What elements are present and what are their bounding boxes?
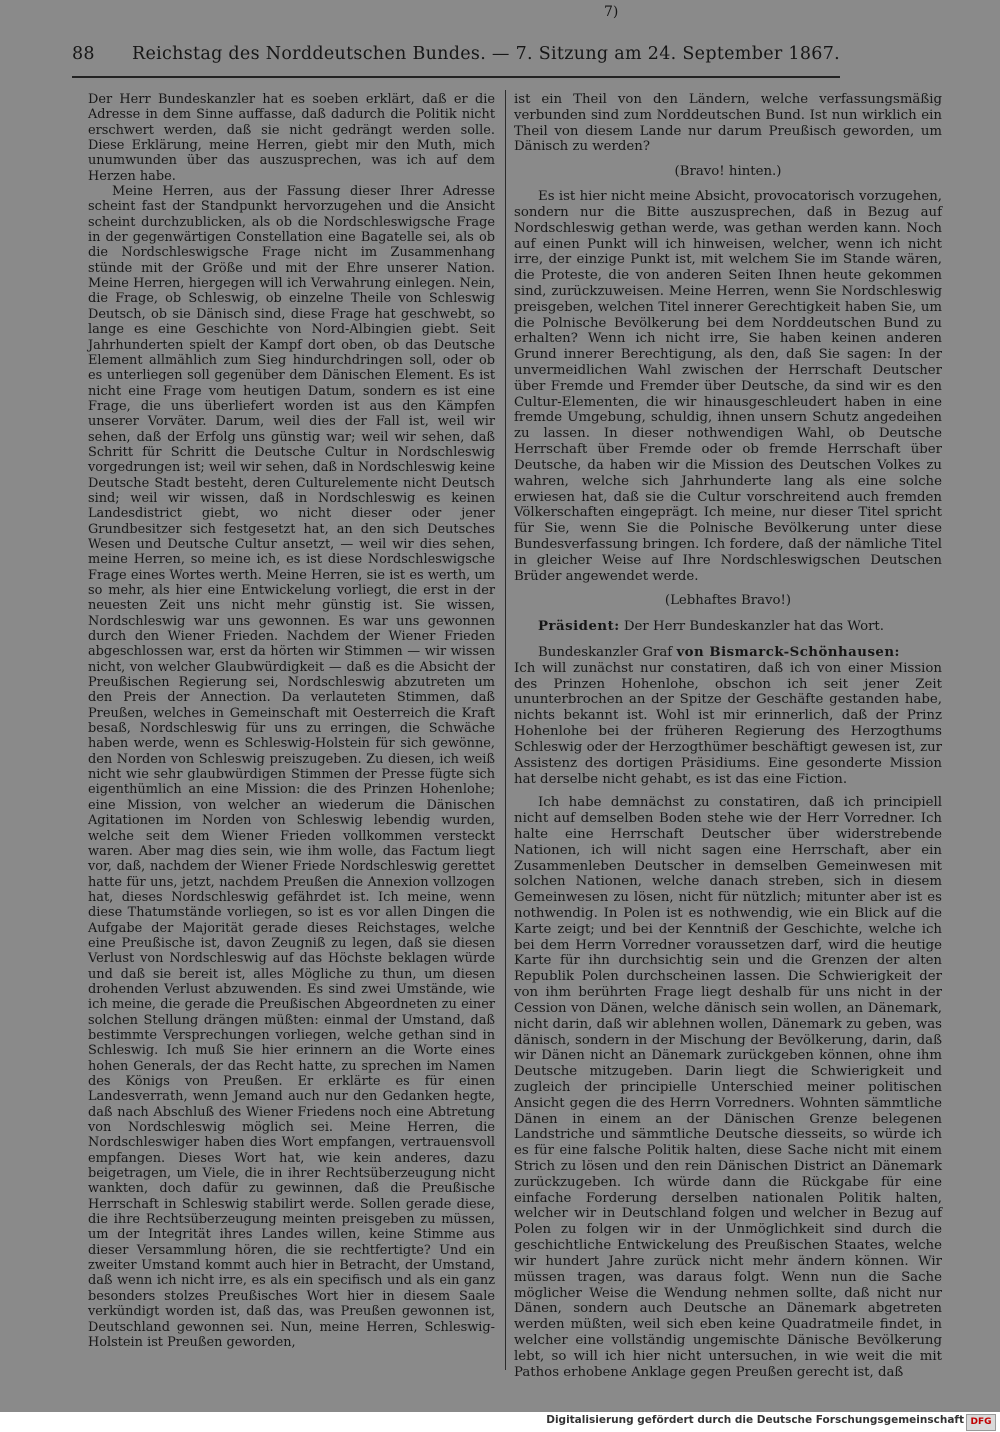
column-divider [505, 90, 506, 1370]
speaker-text: Der Herr Bundeskanzler hat das Wort. [623, 619, 885, 635]
reaction-note: (Lebhaftes Bravo!) [664, 593, 792, 609]
reaction-note: (Bravo! hinten.) [674, 164, 782, 180]
dfg-logo: DFG [966, 1414, 996, 1431]
footer-bar [0, 1412, 1000, 1432]
paragraph: Ich habe demnächst zu constatiren, daß ich principiell nicht auf demselben Boden stehe wie der Herr Vorredner. Ich halte eine Herrschaft Deutscher über widerstrebende Nationen, ich will nicht sagen eine Herrschaft, aber ein Zusammenleben Deutscher in demselben Gemeinwesen mit solchen Nationen, welche danach streben, sich in diesem Gemeinwesen zu lösen, nicht für nützlich; mitunter aber ist es nothwendig. In Polen ist es nothwendig, wie ein Blick auf die Karte zeigt; und bei der Kenntniß der Geschichte, welche ich bei dem Herrn Vorredner voraussetzen darf, wird die heutige Karte für ihn durchsichtig sein und die Grenzen der alten Republik Polen durchscheinen lassen. Die Schwierigkeit der von ihm berührten Frage liegt deshalb für uns nicht in der Cession von Dänen, welche dänisch sein wollen, an Dänemark, nicht darin, daß wir ablehnen wollen, Dänemark zu geben, was dänisch, sondern in der Mischung der Bevölkerung, darin, daß wir Dänen nicht an Dänemark zurückgeben können, ohne ihm Deutsche mitzugeben. Darin liegt die Schwierigkeit und zugleich der principielle Unterschied meiner politischen Ansicht gegen die des Herrn Vorredners. Wohnten sämmtliche Dänen in einem an der Dänischen Grenze belegenen Landstriche und sämmtliche Deutsche diesseits, so würde ich es für eine falsche Politik halten, diese Sache nicht mit einem Strich zu lösen und den rein Dänischen District an Dänemark zurückzugeben. Ich würde dann die Rückgabe für eine einfache Forderung derselben nationalen Politik halten, welcher wir in Deutschland folgen und welcher in Bezug auf Polen zu folgen wir in der Unmöglichkeit sind durch die geschichtliche Entwickelung des Preußischen Staates, welche wir hundert Jahre zurück nicht mehr ändern können. Wir müssen tragen, was daraus folgt. Wenn nun die Sache möglicher Weise die Wendung nehmen sollte, daß nicht nur Dänen, sondern auch Deutsche an Dänemark abgetreten werden müßten, weil sich eben keine Quadratmeile findet, in welcher eine vollständig ungemischte Dänische Bevölkerung lebt, so will ich hier nicht untersuchen, in wie weit die mit Pathos erhobene Anklage gegen Preußen gerecht ist, daß [514, 795, 942, 1380]
paragraph: Meine Herren, aus der Fassung dieser Ihrer Adresse scheint fast der Standpunkt hervorzugehen und die Ansicht scheint durchzublicken, als ob die Nordschleswigsche Frage in der gegenwärtigen Constellation eine Bagatelle sei, als ob die Nordschleswigsche Frage nicht im Zusammenhang stünde mit der Größe und mit der Ehre unserer Nation. Meine Herren, hiergegen will ich Verwahrung einlegen. Nein, die Frage, ob Schleswig, ob einzelne Theile von Schleswig Deutsch, ob sie Dänisch sind, diese Frage hat geschwebt, so lange es eine Geschichte von Nord-Albingien giebt. Seit Jahrhunderten spielt der Kampf dort oben, ob das Deutsche Element allmählich zum Sieg hindurchdringen soll, oder ob es unterliegen soll gegenüber dem Dänischen Element. Es ist nicht eine Frage vom heutigen Datum, sondern es ist eine Frage, die uns überliefert worden ist aus den Kämpfen unserer Vorväter. Darum, weil dies der Fall ist, weil wir sehen, daß der Erfolg uns günstig war; weil wir sehen, daß Schritt für Schritt die Deutsche Cultur in Nordschleswig vorgedrungen ist; weil wir sehen, daß in Nordschleswig keine Deutsche Stadt besteht, deren Culturelemente nicht Deutsch sind; weil wir wissen, daß in Nordschleswig es keinen Landesdistrict giebt, wo nicht dieser oder jener Grundbesitzer sich festgesetzt hat, an den sich Deutsches Wesen und Deutsche Cultur ansetzt, — weil wir dies sehen, meine Herren, so meine ich, es ist diese Nordschleswigsche Frage eines Wortes werth. Meine Herren, sie ist es werth, um so mehr, als hier eine Entwickelung vorliegt, die erst in der neuesten Zeit uns nicht mehr günstig ist. Sie wissen, Nordschleswig war uns gewonnen. Es war uns gewonnen durch den Wiener Frieden. Nachdem der Wiener Frieden abgeschlossen war, erst da hörten wir Stimmen — wir wissen nicht, von welcher Glaubwürdigkeit — daß es die Absicht der Preußischen Regierung sei, Nordschleswig abzutreten um den Preis der Annection. Da verlauteten Stimmen, daß Preußen, welches in Gemeinschaft mit Oesterreich die Kraft besaß, Nordschleswig für uns zu erringen, die Schwäche haben werde, wenn es Schleswig-Holstein für sich gewönne, den Norden von Schleswig preiszugeben. Zu diesen, ich weiß nicht wie sehr glaubwürdigen Stimmen der Presse fügte sich eigenthümlich an eine Mission: die des Prinzen Hohenlohe; eine Mission, von welcher an wiederum die Dänischen Agitationen im Norden von Schleswig lebendig wurden, welche seit dem Wiener Frieden vollkommen versteckt waren. Aber mag dies sein, wie ihm wolle, das Factum liegt vor, daß, nachdem der Wiener Friede Nordschleswig gerettet hatte für uns, jetzt, nachdem Preußen die Annexion vollzogen hat, dieses Nordschleswig gefährdet ist. Ich meine, wenn diese Thatumstände vorliegen, so ist es vor allen Dingen die Aufgabe der Majorität gerade dieses Reichstages, welche eine Preußische ist, davon Zeugniß zu legen, daß sie diesen Verlust von Nordschleswig auf das Höchste beklagen würde und daß sie bereit ist, alles Mögliche zu thun, um diesen drohenden Verlust abzuwenden. Es sind zwei Umstände, wie ich meine, die gerade die Preußischen Abgeordneten zu einer solchen Stellung drängen müßten: einmal der Umstand, daß bestimmte Versprechungen vorliegen, welche gethan sind in Schleswig. Ich muß Sie hier erinnern an die Worte eines hohen Generals, der das Recht hatte, zu sprechen im Namen des Königs von Preußen. Er erklärte es für einen Landesverrath, wenn Jemand auch nur den Gedanken hegte, daß nach Abschluß des Wiener Friedens noch eine Abtretung von Nordschleswig möglich sei. Meine Herren, die Nordschleswiger haben dies Wort empfangen, vertrauensvoll empfangen. Dieses Wort hat, wie kein anderes, dazu beigetragen, um Viele, die in ihrer Rechtsüberzeugung nicht wankten, doch dafür zu gewinnen, daß die Preußische Herrschaft in Schleswig stabilirt werde. Sollen gerade diese, die ihre Rechtsüberzeugung meinten preisgeben zu müssen, um der Integrität ihres Landes willen, keine Stimme aus dieser Versammlung hören, die sie rechtfertigte? Und ein zweiter Umstand kommt auch hier in Betracht, der Umstand, daß wenn ich nicht irre, es als ein specifisch und als ein ganz besonders stolzes Preußisches Wort hier in diesem Saale verkündigt worden ist, daß das, was Preußen gewonnen ist, Deutschland gewonnen sei. Nun, meine Herren, Schleswig-Holstein ist Preußen geworden, [88, 184, 495, 1350]
paragraph: Der Herr Bundeskanzler hat es soeben erklärt, daß er die Adresse in dem Sinne auffasse, daß dadurch die Politik nicht erschwert werden, daß sie nicht gedrängt werden solle. Diese Erklärung, meine Herren, giebt mir den Muth, mich unumwunden über das auszusprechen, was ich auf dem Herzen habe. [88, 92, 495, 184]
page-number: 88 [72, 44, 95, 64]
paragraph: Es ist hier nicht meine Absicht, provocatorisch vorzugehen, sondern nur die Bitte auszusprechen, daß in Bezug auf Nordschleswig gethan werde, was gethan werden kann. Noch auf einen Punkt will ich hinweisen, welcher, wenn ich nicht irre, der einzige Punkt ist, mit welchem Sie im Stande wären, die Proteste, die von anderen Seiten Ihnen heute gekommen sind, zurückzuweisen. Meine Herren, wenn Sie Nordschleswig preisgeben, welchen Titel innerer Gerechtigkeit haben Sie, um die Polnische Bevölkerung bei dem Norddeutschen Bund zu erhalten? Wenn ich nicht irre, Sie haben keinen anderen Grund innerer Berechtigung, als den, daß Sie sagen: In der unvermeidlichen Wahl zwischen der Herrschaft Deutscher über Fremde und Fremder über Deutsche, da sind wir es den Cultur-Elementen, die wir hinausgeschleudert haben in eine fremde Umgebung, schuldig, ihnen unsern Schutz angedeihen zu lassen. In dieser nothwendigen Wahl, ob Deutsche Herrschaft über Fremde oder ob fremde Herrschaft über Deutsche, da haben wir die Mission des Deutschen Volkes zu wahren, welche sich Jahrhunderte lang als eine solche erwiesen hat, daß sie die Cultur vorschreitend auch fremden Völkerschaften eingeprägt. Ich meine, nur dieser Titel spricht für Sie, wenn Sie die Polnische Bevölkerung unter diese Bundesverfassung bringen. Ich fordere, daß der nämliche Titel in gleicher Weise auf Ihre Nordschleswigschen Deutschen Brüder angewendet werde. [514, 189, 942, 584]
funding-credit: Digitalisierung gefördert durch die Deutsche Forschungsgemeinschaft [546, 1414, 964, 1426]
top-mark: 7) [604, 4, 619, 20]
page-header [72, 44, 840, 74]
running-title: Reichstag des Norddeutschen Bundes. — 7. Sitzung am 24. September 1867. [132, 44, 840, 64]
speaker-line-bismarck [514, 645, 942, 661]
speaker-line-president [514, 619, 942, 635]
paragraph: ist ein Theil von den Ländern, welche verfassungsmäßig verbunden sind zum Norddeutschen Bund. Ist nun wirklich ein Theil von diesem Lande nur darum Preußisch geworden, um Dänisch zu werden? [514, 92, 942, 155]
header-rule [72, 76, 840, 78]
speaker-name: Präsident: [538, 619, 620, 635]
speaker-role: Bundeskanzler Graf [538, 645, 673, 660]
left-column [88, 92, 495, 1350]
paragraph: Ich will zunächst nur constatiren, daß ich von einer Mission des Prinzen Hohenlohe, obschon ich seit jener Zeit ununterbrochen an der Spitze der Geschäfte gestanden habe, nichts bekannt ist. Wohl ist mir erinnerlich, daß der Prinz Hohenlohe bei der früheren Regierung des Herzogthums Schleswig oder der Herzogthümer beschäftigt gewesen ist, zur Assistenz des dortigen Präsidiums. Eine gesonderte Mission hat derselbe nicht gehabt, es ist das eine Fiction. [514, 660, 942, 787]
right-column [514, 92, 942, 1380]
speaker-name: von Bismarck-Schönhausen: [676, 645, 900, 660]
